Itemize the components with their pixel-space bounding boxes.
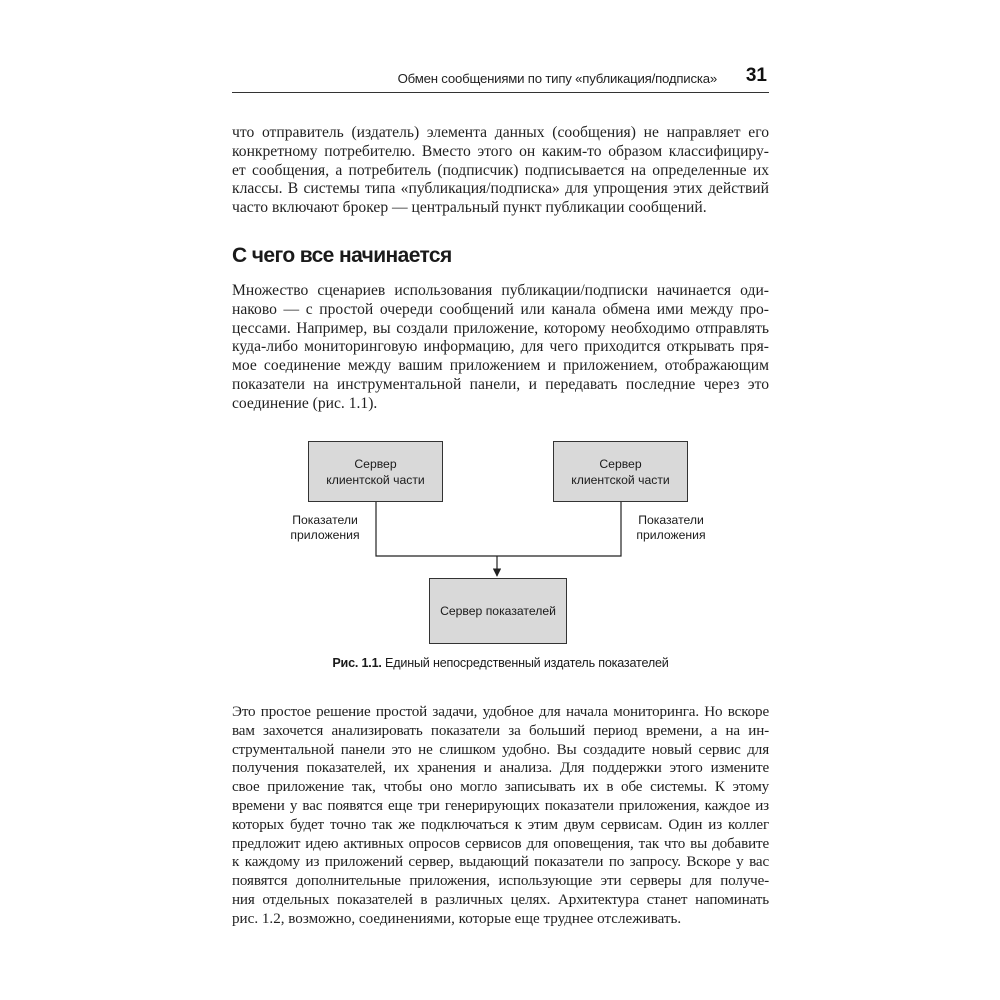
section-heading: С чего все начинается — [232, 244, 452, 267]
text-line: конкретному потребителю. Вместо этого он каким-то образом классифициру- — [232, 142, 769, 160]
text-line: рис. 1.2, возможно, соединениями, которые еще труднее отслеживать. — [232, 910, 682, 927]
section-paragraph — [232, 282, 769, 414]
text-line: предложит идею активных опросов сервисов для оповещения, так что вы добавите — [232, 835, 769, 852]
text-line: вам захочется анализировать показатели за больший период времени, а на ин- — [232, 722, 769, 739]
text-line: к каждому из приложений сервер, выдающий показатели по запросу. Вскоре у вас — [232, 854, 769, 871]
text-line: цессами. Например, вы создали приложение, которому необходимо отправлять — [232, 319, 769, 337]
text-line: показатели на инструментальной панели, и передавать последние через это — [232, 375, 769, 393]
text-line: ет сообщения, а потребитель (подписчик) подписывается на определенные их — [232, 161, 769, 179]
figure-caption — [232, 656, 769, 670]
text-line: появятся дополнительные приложения, использующие эти серверы для получе- — [232, 873, 769, 890]
frontend-server-box-left: Сервер клиентской части — [308, 441, 443, 502]
text-line: времени у вас появятся еще три генерирующих показатели приложения, каждое из — [232, 797, 769, 814]
text-line: соединение (рис. 1.1). — [232, 394, 378, 412]
text-line: мое соединение между вашим приложением и приложением, отображающим — [232, 357, 769, 375]
intro-paragraph — [232, 124, 769, 218]
running-header — [232, 62, 769, 93]
edge-label-left: Показатели приложения — [290, 513, 360, 542]
text-line: свое приложение так, чтобы оно могло записывать их в обе системы. К этому — [232, 779, 769, 796]
text-line: ния отдельных показателей в различных целях. Архитектура станет напоминать — [232, 891, 769, 908]
text-line: часто включают брокер — центральный пункт публикации сообщений. — [232, 199, 707, 217]
edge-label-right: Показатели приложения — [636, 513, 706, 542]
text-line: получения показателей, их хранения и анализа. Для поддержки этого измените — [232, 760, 769, 777]
running-title: Обмен сообщениями по типу «публикация/подписка» — [397, 71, 717, 86]
text-line: наково — с простой очереди сообщений или канала обмена ими между про- — [232, 300, 769, 318]
text-line: Это простое решение простой задачи, удобное для начала мониторинга. Но вскоре — [232, 704, 769, 720]
text-line: куда-либо мониторинговую информацию, для чего приходится открывать пря- — [232, 338, 769, 356]
page-number: 31 — [745, 65, 767, 86]
connector-right — [497, 502, 621, 556]
text-line: что отправитель (издатель) элемента данных (сообщения) не направляет его — [232, 124, 769, 141]
connector-left — [376, 502, 497, 556]
figure-caption-label: Рис. 1.1. — [332, 656, 382, 670]
figure-caption-text: Единый непосредственный издатель показателей — [381, 656, 669, 670]
closing-paragraph — [232, 703, 769, 929]
frontend-server-box-right: Сервер клиентской части — [553, 441, 688, 502]
text-line: классы. В системы типа «публикация/подписка» для упрощения этих действий — [232, 180, 769, 198]
text-line: которых будет точно так же подключаться к этим двум сервисам. Один из коллег — [232, 816, 769, 833]
text-line: струментальной панели это не слишком удобно. Вы создадите новый сервис для — [232, 741, 769, 758]
text-line: Множество сценариев использования публикации/подписки начинается оди- — [232, 282, 769, 299]
metrics-server-box: Сервер показателей — [429, 578, 567, 644]
